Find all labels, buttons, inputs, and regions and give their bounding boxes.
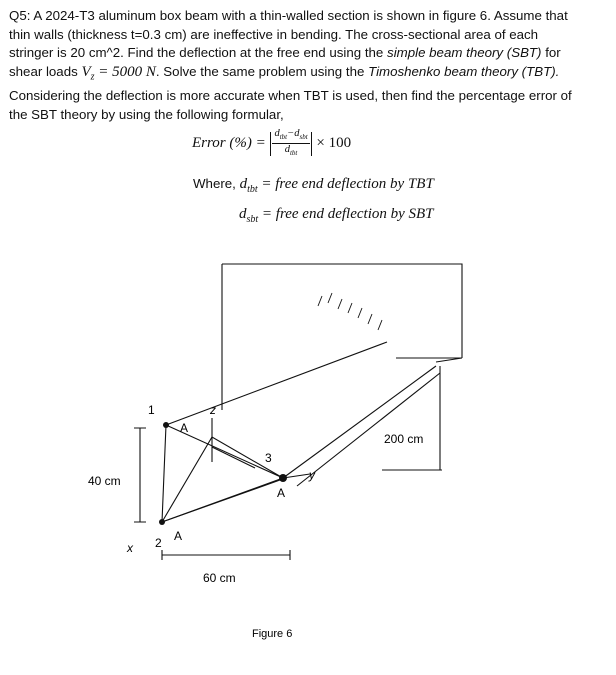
stringer-2: [159, 519, 165, 525]
wall-hatch: [318, 293, 382, 330]
shear-loads-text: shear loads: [9, 63, 78, 79]
beam-top-edge: [166, 342, 387, 425]
load-value: = 5000 N: [94, 63, 156, 80]
question-line-1: Q5: A 2024-T3 aluminum box beam with a thin-walled section is shown in figure 6. Assume that: [9, 8, 568, 23]
label-a-mid: A: [277, 486, 286, 500]
question-text: [9, 7, 609, 124]
question-line-5: Considering the deflection is more accurate when TBT is used, then find the percentage error of: [9, 88, 572, 104]
beam-right-edge-2: [297, 373, 440, 486]
cross-section-outline: [162, 425, 286, 522]
width-dim: [162, 550, 290, 560]
beam-right-edge: [283, 366, 436, 478]
figure-caption: Figure 6: [252, 628, 293, 640]
load-subscript: z: [90, 71, 95, 83]
dim-width: 60 cm: [203, 571, 236, 585]
label-n1: 1: [148, 403, 155, 417]
label-y: y: [309, 468, 315, 482]
question-line-6: the SBT theory by using the following formular,: [9, 106, 284, 122]
stringer-3: [279, 474, 287, 482]
d-tbt-definition: = free end deflection by TBT: [257, 176, 434, 192]
label-z: z: [210, 403, 216, 417]
stringer-1: [163, 422, 169, 428]
formula-lhs: Error (%) =: [192, 135, 270, 152]
height-dim: [134, 428, 146, 522]
question-line-4-text: . Solve the same problem using the: [155, 63, 365, 79]
load-symbol: V: [81, 63, 91, 80]
question-line-3: [9, 44, 609, 63]
box-beam-diagram: [0, 250, 616, 670]
question-line-3-text: stringer is 20 cm^2. Find the deflection at the free end using the: [9, 45, 384, 61]
where-label: Where,: [193, 176, 240, 191]
abs-bar-right: [311, 132, 312, 156]
wall-outline: [222, 264, 462, 410]
d-sbt-definition: = free end deflection by SBT: [258, 206, 434, 222]
cross-section-inner: [162, 437, 286, 522]
formula-fraction: [272, 128, 309, 159]
error-formula: [192, 128, 351, 159]
where-d-tbt: Where, $d_{tbt}$ = free end deflection by TBT: [193, 176, 434, 195]
formula-denominator: $d_{tbt}$: [284, 144, 298, 158]
label-a-top: A: [180, 421, 189, 435]
label-n2: 2: [155, 536, 162, 550]
where-d-sbt: $d_{sbt}$ = free end deflection by SBT: [239, 206, 434, 225]
tbt-term: Timoshenko beam theory (TBT).: [368, 63, 560, 79]
sbt-after: for: [541, 45, 561, 61]
label-x: x: [127, 541, 133, 555]
formula-times: × 100: [316, 135, 352, 152]
dim-height: 40 cm: [88, 474, 121, 488]
label-a-bottom: A: [174, 529, 183, 543]
dim-length: 200 cm: [384, 432, 424, 446]
length-dim-top: [396, 358, 462, 362]
question-line-2: thin walls (thickness t=0.3 cm) are ineffective in bending. The cross-sectional area of each: [9, 26, 539, 42]
sbt-term: simple beam theory (SBT): [387, 45, 542, 61]
figure-6: [0, 250, 616, 670]
formula-numerator: $d_{tbt}-d_{sbt}$: [272, 128, 309, 144]
label-n3: 3: [265, 451, 272, 465]
question-line-4: [9, 63, 609, 87]
abs-bar-left: [270, 132, 271, 156]
